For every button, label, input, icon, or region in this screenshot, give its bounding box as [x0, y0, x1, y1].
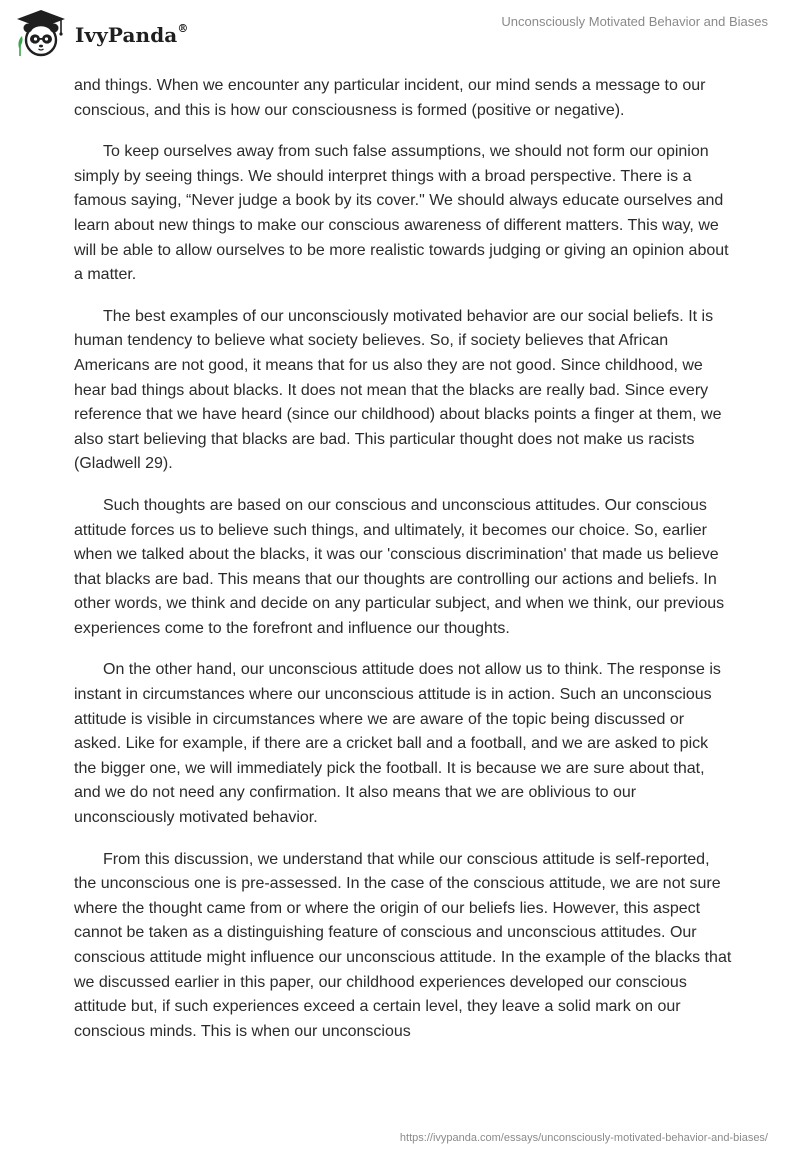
source-url[interactable]: https://ivypanda.com/essays/unconsciously-motivated-behavior-and-biases/ [399, 1132, 768, 1144]
paragraph: To keep ourselves away from such false assumptions, we should not form our opinion simply by seeing things. We should interpret things with a broad perspective. There is a famous saying, “Never judge a book by its cover." We should always educate ourselves and learn about new things to make our conscious awareness of different matters. This way, we will be able to allow ourselves to be more realistic towards judging or giving an opinion about a matter. [74, 143, 729, 284]
paragraph: On the other hand, our unconscious attitude does not allow us to think. The response is instant in circumstances where our unconscious attitude is in action. Such an unconscious attitude is visible in circumstances where we are aware of the topic being discussed or asked. Like for example, if there are a cricket ball and a football, and we are asked to pick the bigger one, we will immediately pick the football. It is because we are sure about that, and we do not need any confirmation. It also means that we are oblivious to our unconsciously motivated behavior. [74, 661, 721, 827]
paragraph: The best examples of our unconsciously motivated behavior are our social beliefs. It is human tendency to believe what society believes. So, if society believes that African Americans are not good, it means that for us also they are not good. Since childhood, we hear bad things about blacks. It does not mean that the blacks are really bad. Since every reference that we have heard (since our childhood) about blacks points a finger at them, we also start believing that blacks are bad. This particular thought does not make us racists (Gladwell 29). [74, 307, 722, 473]
paragraph: Such thoughts are based on our conscious and unconscious attitudes. Our conscious attitude forces us to believe such things, and ultimately, it becomes our choice. So, earlier when we talked about the blacks, it was our 'conscious discrimination' that made us believe that blacks are bad. This means that our thoughts are controlling our actions and beliefs. In other words, we think and decide on any particular subject, and when we think, our previous experiences come to the forefront and influence our thoughts. [74, 496, 725, 637]
panda-graduate-icon [15, 8, 67, 58]
paragraph: From this discussion, we understand that while our conscious attitude is self-reported, the unconscious one is pre-assessed. In the case of the conscious attitude, we are not sure where the thought came from or where the origin of our beliefs lies. However, this aspect cannot be taken as a distinguishing feature of conscious and unconscious attitudes. Our conscious attitude might influence our unconscious attitude. In the example of the blacks that we discussed earlier in this paper, our childhood experiences developed our conscious attitude but, if such experiences exceed a certain level, they leave a solid mark on our conscious minds. This is when our unconscious [74, 850, 732, 1040]
paragraph-continued: and things. When we encounter any particular incident, our mind sends a message to our conscious, and this is how our consciousness is formed (positive or negative). [74, 77, 706, 119]
brand-name: IvyPanda® [75, 22, 189, 47]
ivypanda-logo[interactable] [15, 8, 188, 58]
essay-body [74, 74, 734, 1061]
page-header [0, 0, 800, 66]
document-title: Unconsciously Motivated Behavior and Biases [501, 14, 768, 29]
